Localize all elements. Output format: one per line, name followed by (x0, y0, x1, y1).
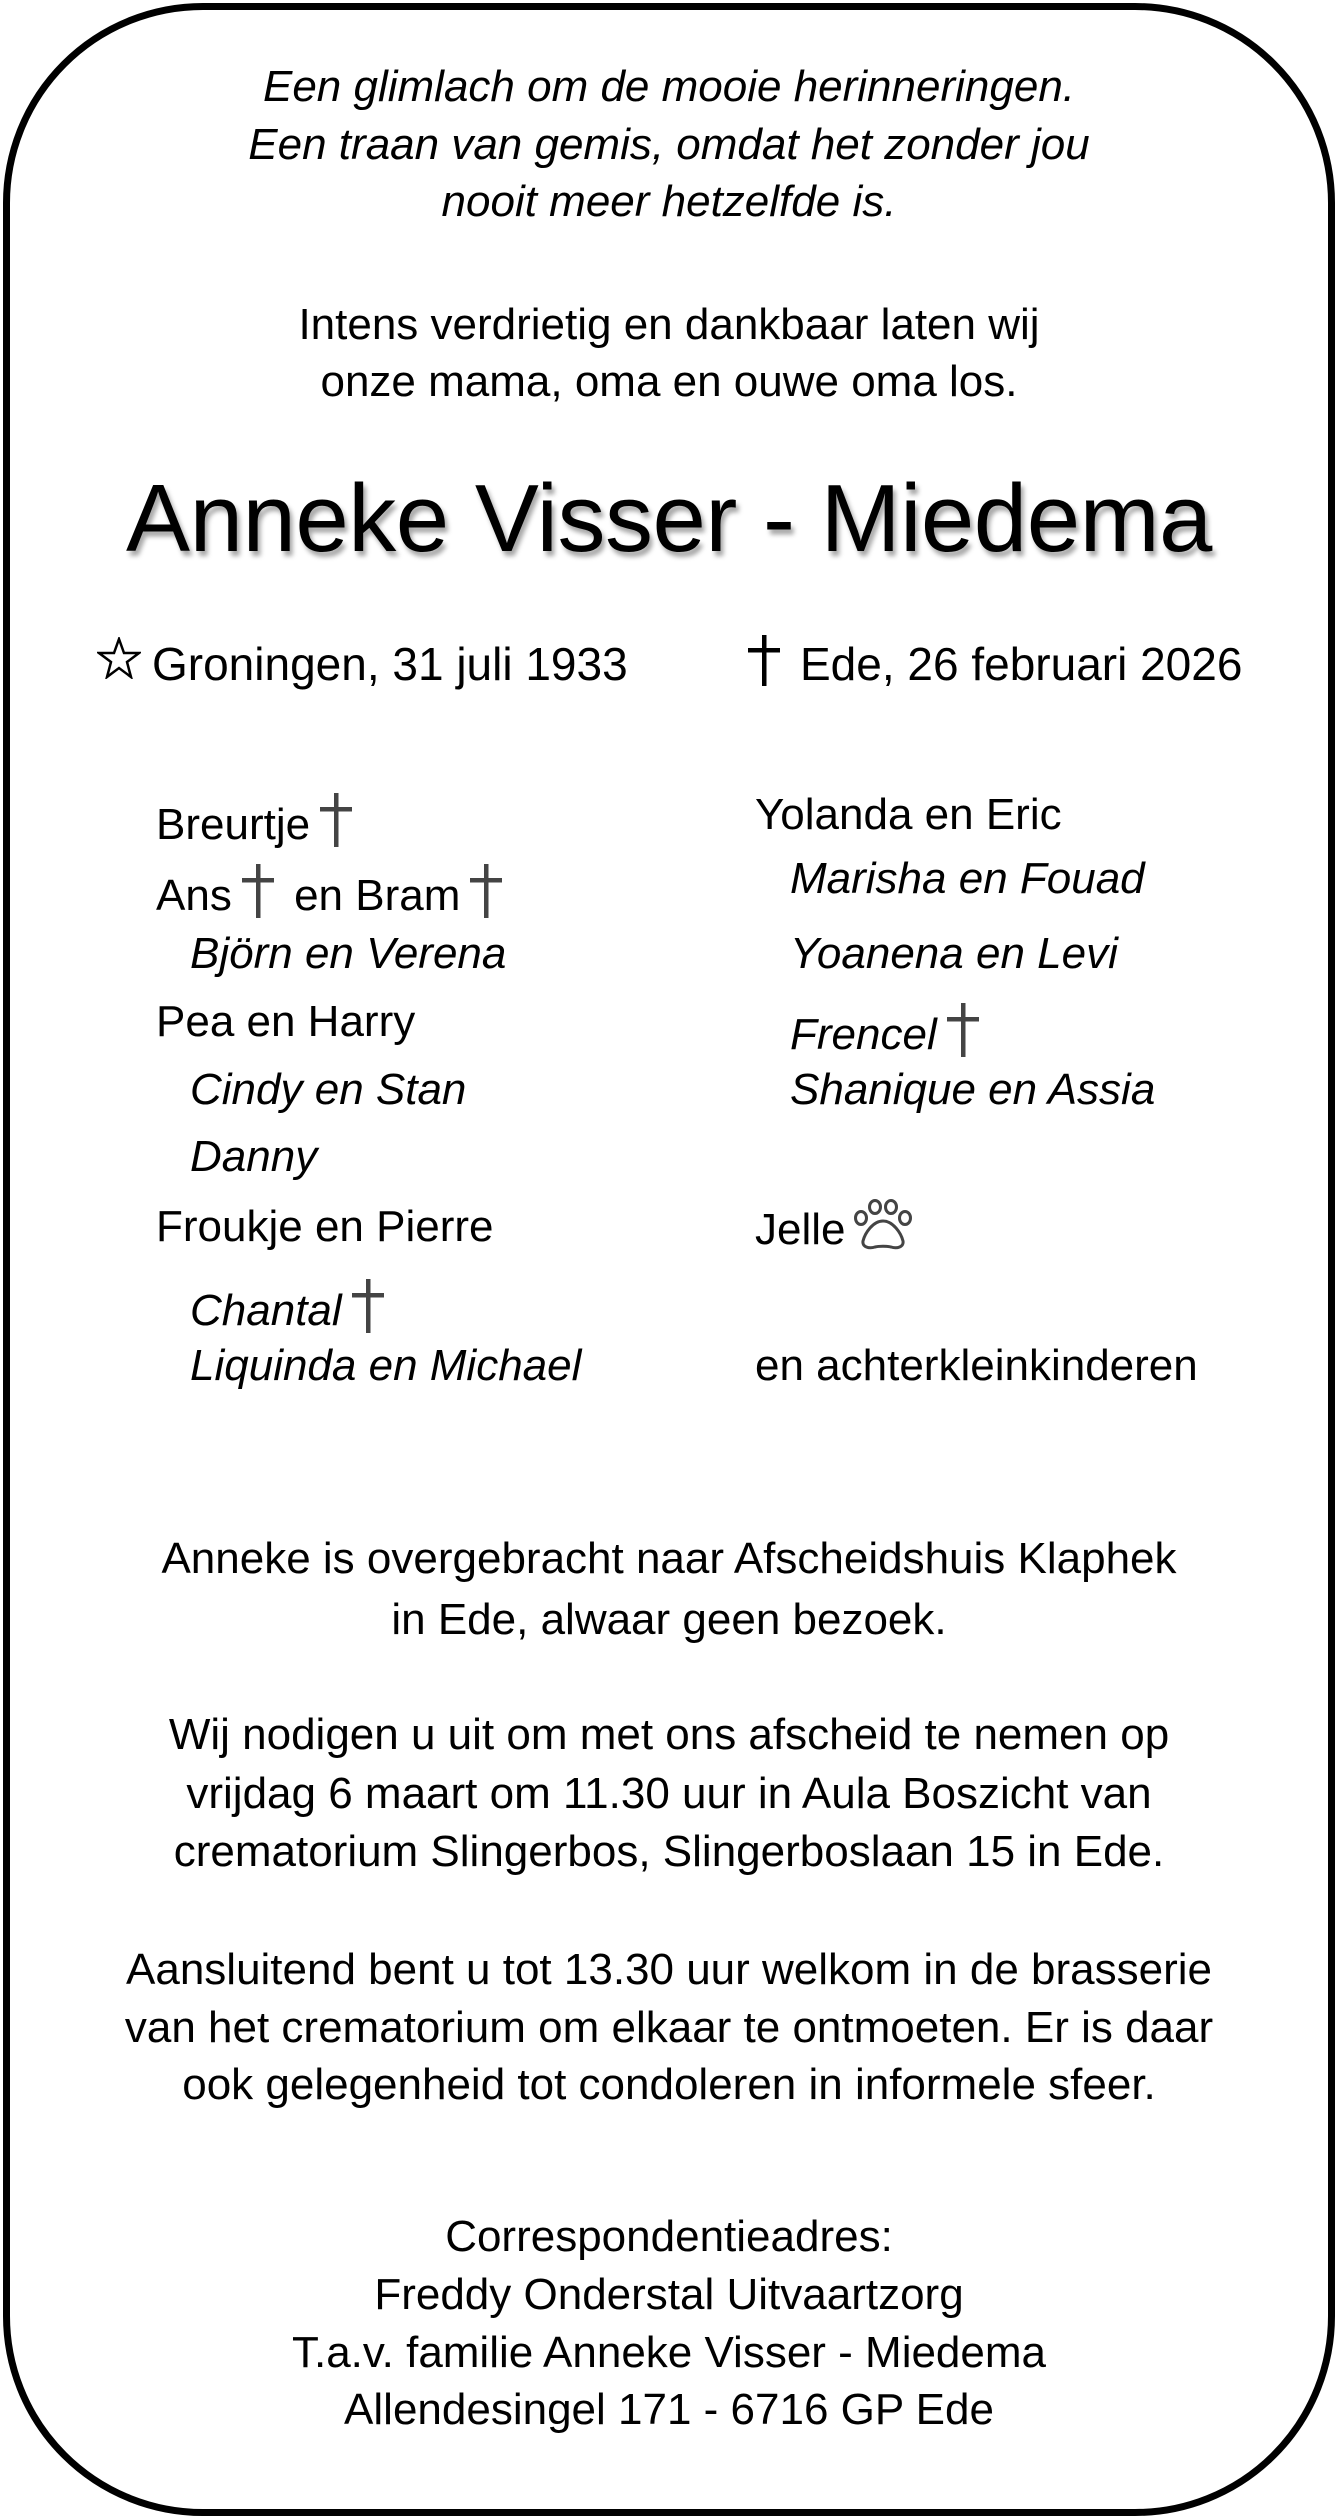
death-date: Ede, 26 februari 2026 (800, 638, 1243, 690)
small-cross-icon (352, 1279, 384, 1333)
poem-line: Een glimlach om de mooie herinneringen. (262, 62, 1076, 111)
birth-date: Groningen, 31 juli 1933 (152, 638, 628, 690)
family-member: Shanique en Assia (790, 1065, 1156, 1114)
family-member (790, 1003, 979, 1057)
family-member: Marisha en Fouad (790, 854, 1145, 903)
reception-line: ook gelegenheid tot condoleren in informele sfeer. (182, 2060, 1156, 2109)
correspondence-line: T.a.v. familie Anneke Visser - Miedema (291, 2328, 1046, 2377)
family-member: Björn en Verena (190, 929, 507, 978)
correspondence-line: Freddy Onderstal Uitvaartzorg (374, 2270, 964, 2319)
family-member: Yolanda en Eric (755, 790, 1062, 839)
ceremony-line: crematorium Slingerbos, Slingerboslaan 15 in Ede. (173, 1827, 1165, 1876)
family-member (156, 864, 502, 918)
intro-line: Intens verdrietig en dankbaar laten wij (298, 300, 1040, 349)
family-member: en achterkleinkinderen (755, 1341, 1198, 1390)
family-name: en Bram (294, 871, 461, 920)
small-cross-icon (947, 1003, 979, 1057)
family-name: Ans (156, 871, 232, 920)
small-cross-icon (242, 864, 274, 918)
correspondence-label: Correspondentieadres: (445, 2212, 893, 2261)
small-cross-icon (470, 864, 502, 918)
ceremony-line: vrijdag 6 maart om 11.30 uur in Aula Boszicht van (186, 1769, 1152, 1818)
poem-line: Een traan van gemis, omdat het zonder jou (248, 120, 1090, 169)
family-name: Frencel (790, 1010, 937, 1059)
correspondence-line: Allendesingel 171 - 6716 GP Ede (344, 2385, 994, 2434)
small-cross-icon (320, 793, 352, 847)
poem-line: nooit meer hetzelfde is. (441, 177, 897, 226)
paw-icon (853, 1199, 913, 1251)
family-member: Jelle (755, 1205, 846, 1254)
family-member: Yoanena en Levi (790, 929, 1118, 978)
family-name: Chantal (190, 1286, 342, 1335)
family-member: Cindy en Stan (190, 1065, 467, 1114)
family-name: Breurtje (156, 800, 311, 849)
family-member: Froukje en Pierre (156, 1202, 494, 1251)
ceremony-line: Wij nodigen u uit om met ons afscheid te nemen op (168, 1710, 1170, 1759)
intro-line: onze mama, oma en ouwe oma los. (320, 357, 1018, 406)
family-member: Liquinda en Michael (190, 1341, 582, 1390)
transfer-line: in Ede, alwaar geen bezoek. (391, 1595, 947, 1644)
family-member: Danny (190, 1132, 318, 1181)
family-member (156, 793, 352, 847)
family-member (190, 1279, 384, 1333)
reception-line: van het crematorium om elkaar te ontmoeten. Er is daar (124, 2003, 1214, 2052)
transfer-line: Anneke is overgebracht naar Afscheidshuis Klaphek (161, 1534, 1177, 1583)
deceased-name: Anneke Visser - Miedema (126, 465, 1212, 572)
star-icon (97, 637, 141, 679)
family-member: Pea en Harry (156, 997, 416, 1046)
cross-icon (748, 635, 780, 686)
reception-line: Aansluitend bent u tot 13.30 uur welkom in de brasserie (126, 1945, 1212, 1994)
